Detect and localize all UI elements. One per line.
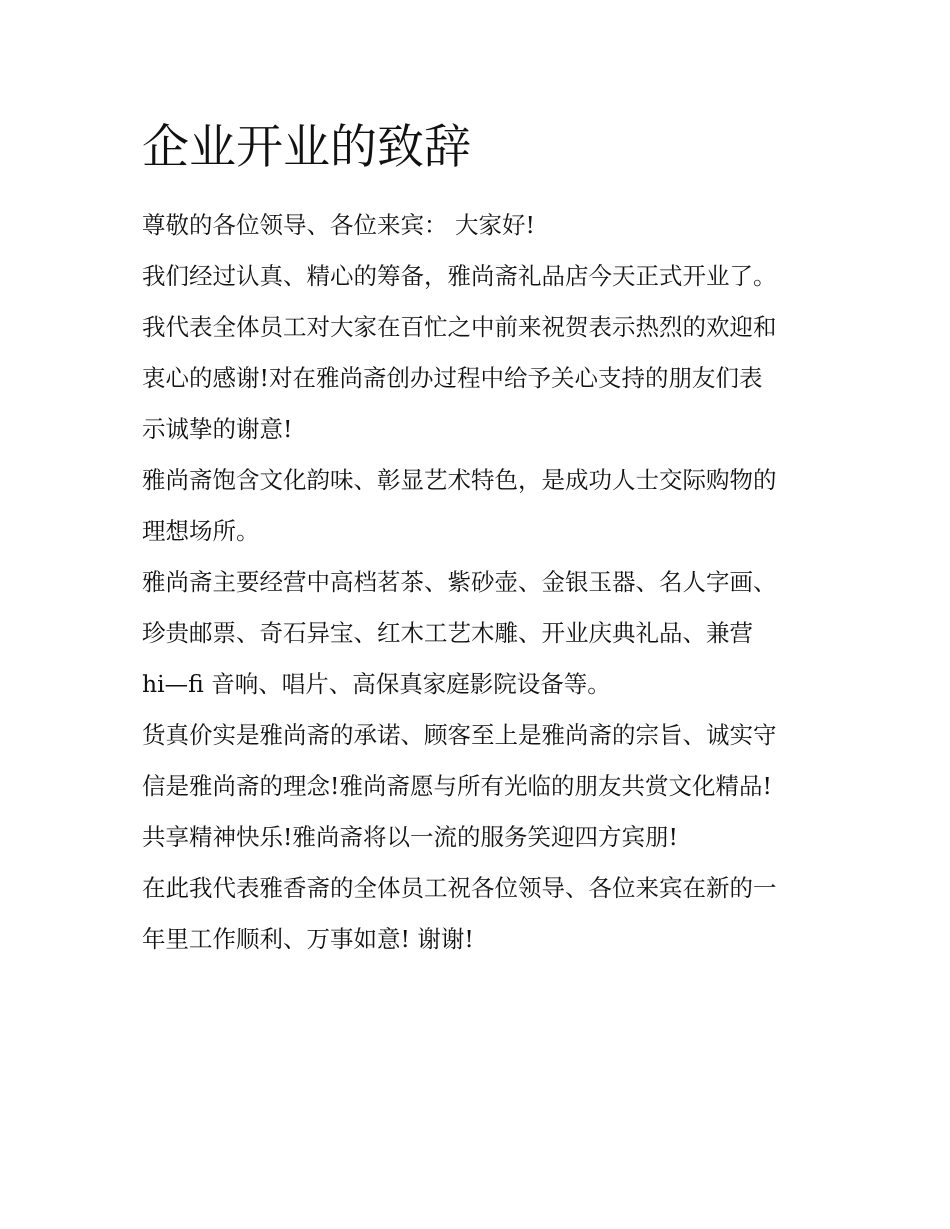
text-line: 我们经过认真、精心的筹备，雅尚斋礼品店今天正式开业了。: [142, 262, 777, 290]
document-body: [142, 118, 814, 965]
text-line: 共享精神快乐!雅尚斋将以一流的服务笑迎四方宾朋!: [142, 823, 678, 851]
text-line: 我代表全体员工对大家在百忙之中前来祝贺表示热烈的欢迎和: [142, 313, 777, 341]
text-line: 信是雅尚斋的理念!雅尚斋愿与所有光临的朋友共赏文化精品!: [142, 772, 772, 800]
closing-paragraph: [142, 863, 814, 965]
store-intro-paragraph: [142, 455, 814, 557]
document-title: 企业开业的致辞: [142, 120, 471, 175]
promise-paragraph: [142, 710, 814, 863]
business-scope-paragraph: [142, 557, 814, 710]
text-line: 尊敬的各位领导、各位来宾： 大家好!: [142, 211, 535, 239]
text-line: 理想场所。: [142, 517, 260, 545]
opening-paragraph: [142, 251, 814, 302]
text-line: 雅尚斋饱含文化韵味、彰显艺术特色，是成功人士交际购物的: [142, 466, 777, 494]
thanks-paragraph: [142, 302, 814, 455]
text-line: 衷心的感谢!对在雅尚斋创办过程中给予关心支持的朋友们表: [142, 364, 763, 392]
text-line: 珍贵邮票、奇石异宝、红木工艺木雕、开业庆典礼品、兼营: [142, 619, 753, 647]
greeting-paragraph: [142, 200, 814, 251]
text-line: 示诚挚的谢意!: [142, 415, 293, 443]
text-line: hi—fi 音响、唱片、高保真家庭影院设备等。: [142, 670, 611, 698]
text-line: 雅尚斋主要经营中高档茗茶、紫砂壶、金银玉器、名人字画、: [142, 568, 777, 596]
text-line: 在此我代表雅香斋的全体员工祝各位领导、各位来宾在新的一: [142, 874, 777, 902]
text-line: 货真价实是雅尚斋的承诺、顾客至上是雅尚斋的宗旨、诚实守: [142, 721, 777, 749]
text-line: 年里工作顺利、万事如意! 谢谢!: [142, 925, 474, 953]
